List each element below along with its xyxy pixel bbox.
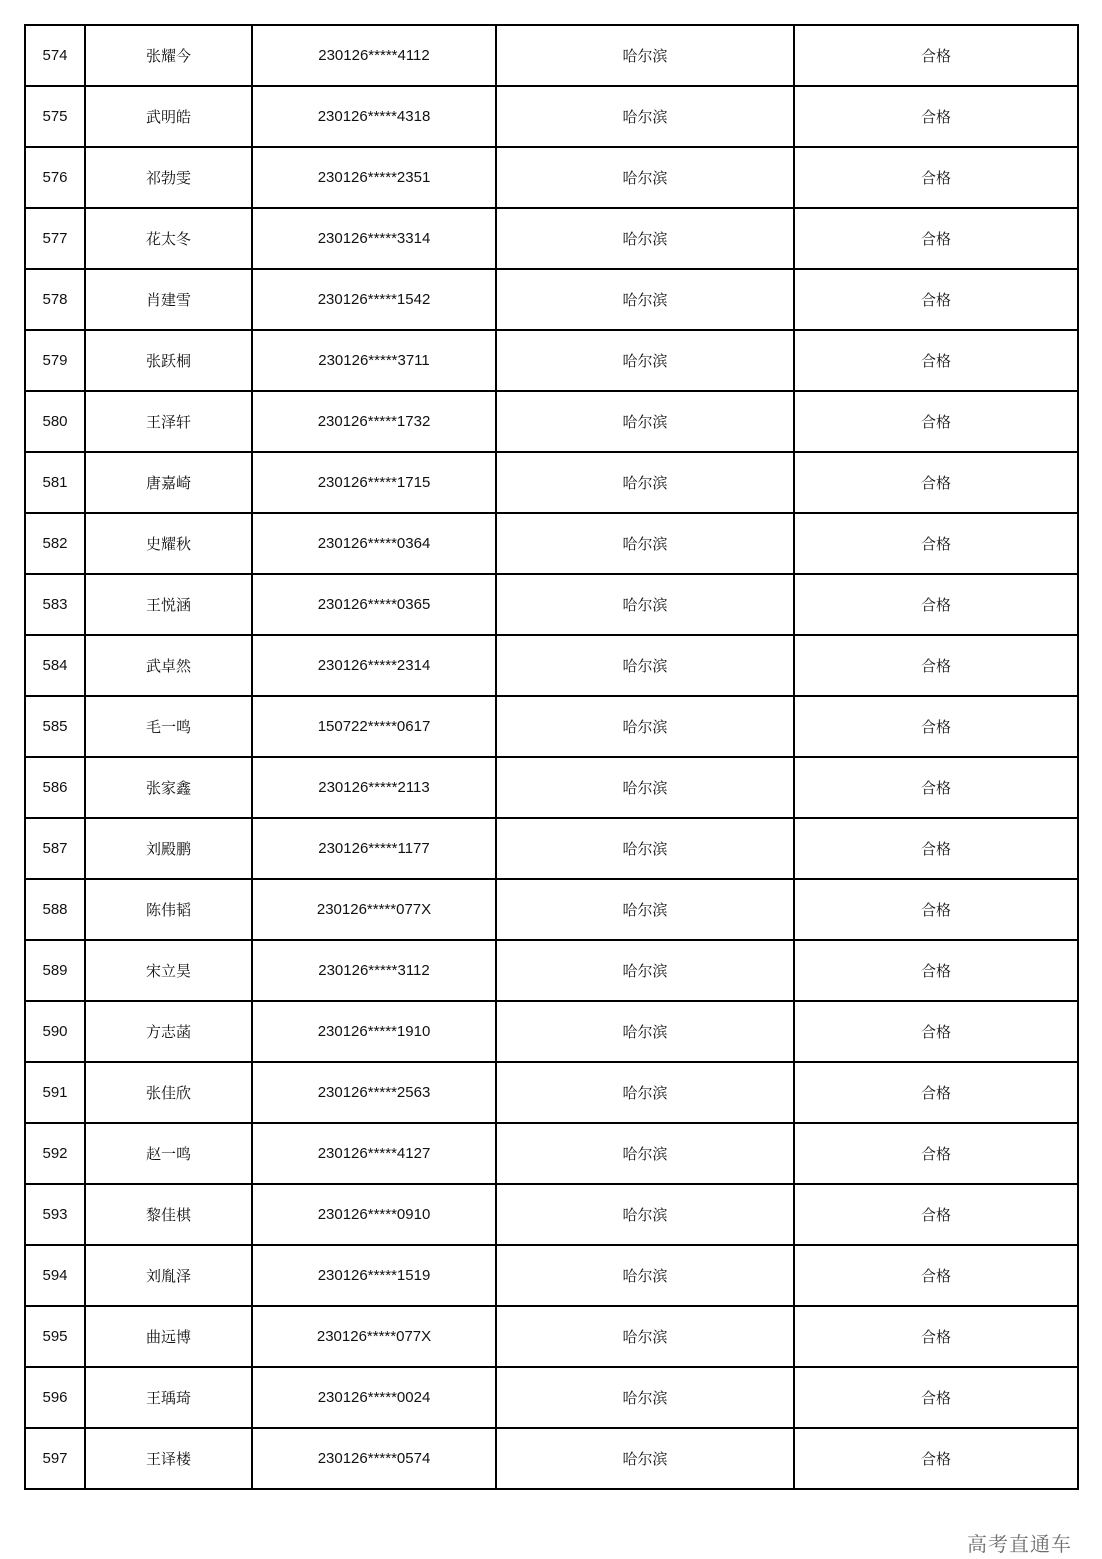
row-number-cell: 594 bbox=[25, 1245, 85, 1306]
id-number-cell: 230126*****2314 bbox=[252, 635, 496, 696]
result-cell: 合格 bbox=[794, 1306, 1078, 1367]
row-number-cell: 589 bbox=[25, 940, 85, 1001]
table-row bbox=[25, 330, 1078, 391]
table-row bbox=[25, 1306, 1078, 1367]
row-number-cell: 592 bbox=[25, 1123, 85, 1184]
id-number-cell: 230126*****4318 bbox=[252, 86, 496, 147]
id-number-cell: 230126*****1715 bbox=[252, 452, 496, 513]
table-row bbox=[25, 391, 1078, 452]
name-cell: 刘胤泽 bbox=[85, 1245, 252, 1306]
name-cell: 毛一鸣 bbox=[85, 696, 252, 757]
table-row bbox=[25, 1001, 1078, 1062]
name-cell: 王悦涵 bbox=[85, 574, 252, 635]
table-row bbox=[25, 1428, 1078, 1489]
roster-table-body bbox=[25, 25, 1078, 1489]
table-row bbox=[25, 1245, 1078, 1306]
table-row bbox=[25, 86, 1078, 147]
result-cell: 合格 bbox=[794, 574, 1078, 635]
row-number-cell: 578 bbox=[25, 269, 85, 330]
row-number-cell: 577 bbox=[25, 208, 85, 269]
id-number-cell: 230126*****4127 bbox=[252, 1123, 496, 1184]
name-cell: 宋立昊 bbox=[85, 940, 252, 1001]
row-number-cell: 595 bbox=[25, 1306, 85, 1367]
name-cell: 肖建雪 bbox=[85, 269, 252, 330]
result-cell: 合格 bbox=[794, 25, 1078, 86]
id-number-cell: 230126*****4112 bbox=[252, 25, 496, 86]
result-cell: 合格 bbox=[794, 1123, 1078, 1184]
table-row bbox=[25, 147, 1078, 208]
city-cell: 哈尔滨 bbox=[496, 1062, 794, 1123]
row-number-cell: 596 bbox=[25, 1367, 85, 1428]
name-cell: 张家鑫 bbox=[85, 757, 252, 818]
table-row bbox=[25, 1367, 1078, 1428]
row-number-cell: 588 bbox=[25, 879, 85, 940]
row-number-cell: 582 bbox=[25, 513, 85, 574]
result-cell: 合格 bbox=[794, 1062, 1078, 1123]
table-row bbox=[25, 1062, 1078, 1123]
city-cell: 哈尔滨 bbox=[496, 452, 794, 513]
id-number-cell: 230126*****2351 bbox=[252, 147, 496, 208]
city-cell: 哈尔滨 bbox=[496, 1184, 794, 1245]
result-cell: 合格 bbox=[794, 635, 1078, 696]
row-number-cell: 587 bbox=[25, 818, 85, 879]
city-cell: 哈尔滨 bbox=[496, 940, 794, 1001]
name-cell: 曲远博 bbox=[85, 1306, 252, 1367]
result-cell: 合格 bbox=[794, 1001, 1078, 1062]
city-cell: 哈尔滨 bbox=[496, 391, 794, 452]
city-cell: 哈尔滨 bbox=[496, 1001, 794, 1062]
city-cell: 哈尔滨 bbox=[496, 757, 794, 818]
name-cell: 王译楼 bbox=[85, 1428, 252, 1489]
name-cell: 赵一鸣 bbox=[85, 1123, 252, 1184]
id-number-cell: 230126*****0024 bbox=[252, 1367, 496, 1428]
id-number-cell: 230126*****1910 bbox=[252, 1001, 496, 1062]
city-cell: 哈尔滨 bbox=[496, 330, 794, 391]
result-cell: 合格 bbox=[794, 208, 1078, 269]
id-number-cell: 230126*****0365 bbox=[252, 574, 496, 635]
row-number-cell: 585 bbox=[25, 696, 85, 757]
city-cell: 哈尔滨 bbox=[496, 635, 794, 696]
city-cell: 哈尔滨 bbox=[496, 269, 794, 330]
id-number-cell: 230126*****0364 bbox=[252, 513, 496, 574]
table-row bbox=[25, 513, 1078, 574]
table-row bbox=[25, 25, 1078, 86]
result-cell: 合格 bbox=[794, 452, 1078, 513]
row-number-cell: 584 bbox=[25, 635, 85, 696]
city-cell: 哈尔滨 bbox=[496, 879, 794, 940]
id-number-cell: 230126*****3314 bbox=[252, 208, 496, 269]
name-cell: 唐嘉崎 bbox=[85, 452, 252, 513]
id-number-cell: 230126*****3112 bbox=[252, 940, 496, 1001]
name-cell: 陈伟韬 bbox=[85, 879, 252, 940]
name-cell: 张佳欣 bbox=[85, 1062, 252, 1123]
id-number-cell: 230126*****077X bbox=[252, 879, 496, 940]
id-number-cell: 230126*****0574 bbox=[252, 1428, 496, 1489]
row-number-cell: 580 bbox=[25, 391, 85, 452]
name-cell: 张耀今 bbox=[85, 25, 252, 86]
watermark: 高考直通车 bbox=[967, 1532, 1072, 1556]
roster-table bbox=[24, 24, 1079, 1490]
name-cell: 武卓然 bbox=[85, 635, 252, 696]
result-cell: 合格 bbox=[794, 940, 1078, 1001]
row-number-cell: 590 bbox=[25, 1001, 85, 1062]
name-cell: 张跃桐 bbox=[85, 330, 252, 391]
city-cell: 哈尔滨 bbox=[496, 1428, 794, 1489]
table-row bbox=[25, 635, 1078, 696]
result-cell: 合格 bbox=[794, 1428, 1078, 1489]
name-cell: 武明皓 bbox=[85, 86, 252, 147]
table-row bbox=[25, 269, 1078, 330]
row-number-cell: 579 bbox=[25, 330, 85, 391]
name-cell: 黎佳棋 bbox=[85, 1184, 252, 1245]
city-cell: 哈尔滨 bbox=[496, 147, 794, 208]
city-cell: 哈尔滨 bbox=[496, 1367, 794, 1428]
id-number-cell: 230126*****2113 bbox=[252, 757, 496, 818]
id-number-cell: 230126*****1519 bbox=[252, 1245, 496, 1306]
result-cell: 合格 bbox=[794, 1367, 1078, 1428]
name-cell: 史耀秋 bbox=[85, 513, 252, 574]
id-number-cell: 230126*****3711 bbox=[252, 330, 496, 391]
table-row bbox=[25, 696, 1078, 757]
result-cell: 合格 bbox=[794, 269, 1078, 330]
id-number-cell: 230126*****1732 bbox=[252, 391, 496, 452]
row-number-cell: 575 bbox=[25, 86, 85, 147]
result-cell: 合格 bbox=[794, 1245, 1078, 1306]
id-number-cell: 150722*****0617 bbox=[252, 696, 496, 757]
table-row bbox=[25, 452, 1078, 513]
name-cell: 方志菡 bbox=[85, 1001, 252, 1062]
table-row bbox=[25, 1123, 1078, 1184]
result-cell: 合格 bbox=[794, 513, 1078, 574]
id-number-cell: 230126*****2563 bbox=[252, 1062, 496, 1123]
table-row bbox=[25, 940, 1078, 1001]
result-cell: 合格 bbox=[794, 86, 1078, 147]
city-cell: 哈尔滨 bbox=[496, 1245, 794, 1306]
result-cell: 合格 bbox=[794, 330, 1078, 391]
result-cell: 合格 bbox=[794, 696, 1078, 757]
name-cell: 祁勃雯 bbox=[85, 147, 252, 208]
city-cell: 哈尔滨 bbox=[496, 574, 794, 635]
row-number-cell: 586 bbox=[25, 757, 85, 818]
table-row bbox=[25, 818, 1078, 879]
city-cell: 哈尔滨 bbox=[496, 1123, 794, 1184]
name-cell: 王泽轩 bbox=[85, 391, 252, 452]
result-cell: 合格 bbox=[794, 147, 1078, 208]
city-cell: 哈尔滨 bbox=[496, 86, 794, 147]
row-number-cell: 583 bbox=[25, 574, 85, 635]
city-cell: 哈尔滨 bbox=[496, 25, 794, 86]
name-cell: 花太冬 bbox=[85, 208, 252, 269]
result-cell: 合格 bbox=[794, 818, 1078, 879]
row-number-cell: 591 bbox=[25, 1062, 85, 1123]
city-cell: 哈尔滨 bbox=[496, 696, 794, 757]
city-cell: 哈尔滨 bbox=[496, 818, 794, 879]
city-cell: 哈尔滨 bbox=[496, 1306, 794, 1367]
id-number-cell: 230126*****077X bbox=[252, 1306, 496, 1367]
result-cell: 合格 bbox=[794, 391, 1078, 452]
city-cell: 哈尔滨 bbox=[496, 513, 794, 574]
row-number-cell: 576 bbox=[25, 147, 85, 208]
row-number-cell: 574 bbox=[25, 25, 85, 86]
table-row bbox=[25, 574, 1078, 635]
result-cell: 合格 bbox=[794, 757, 1078, 818]
row-number-cell: 581 bbox=[25, 452, 85, 513]
name-cell: 王瑀琦 bbox=[85, 1367, 252, 1428]
id-number-cell: 230126*****1542 bbox=[252, 269, 496, 330]
id-number-cell: 230126*****1177 bbox=[252, 818, 496, 879]
row-number-cell: 593 bbox=[25, 1184, 85, 1245]
table-row bbox=[25, 1184, 1078, 1245]
result-cell: 合格 bbox=[794, 1184, 1078, 1245]
name-cell: 刘殿鹏 bbox=[85, 818, 252, 879]
row-number-cell: 597 bbox=[25, 1428, 85, 1489]
city-cell: 哈尔滨 bbox=[496, 208, 794, 269]
result-cell: 合格 bbox=[794, 879, 1078, 940]
table-row bbox=[25, 208, 1078, 269]
id-number-cell: 230126*****0910 bbox=[252, 1184, 496, 1245]
table-row bbox=[25, 879, 1078, 940]
table-row bbox=[25, 757, 1078, 818]
